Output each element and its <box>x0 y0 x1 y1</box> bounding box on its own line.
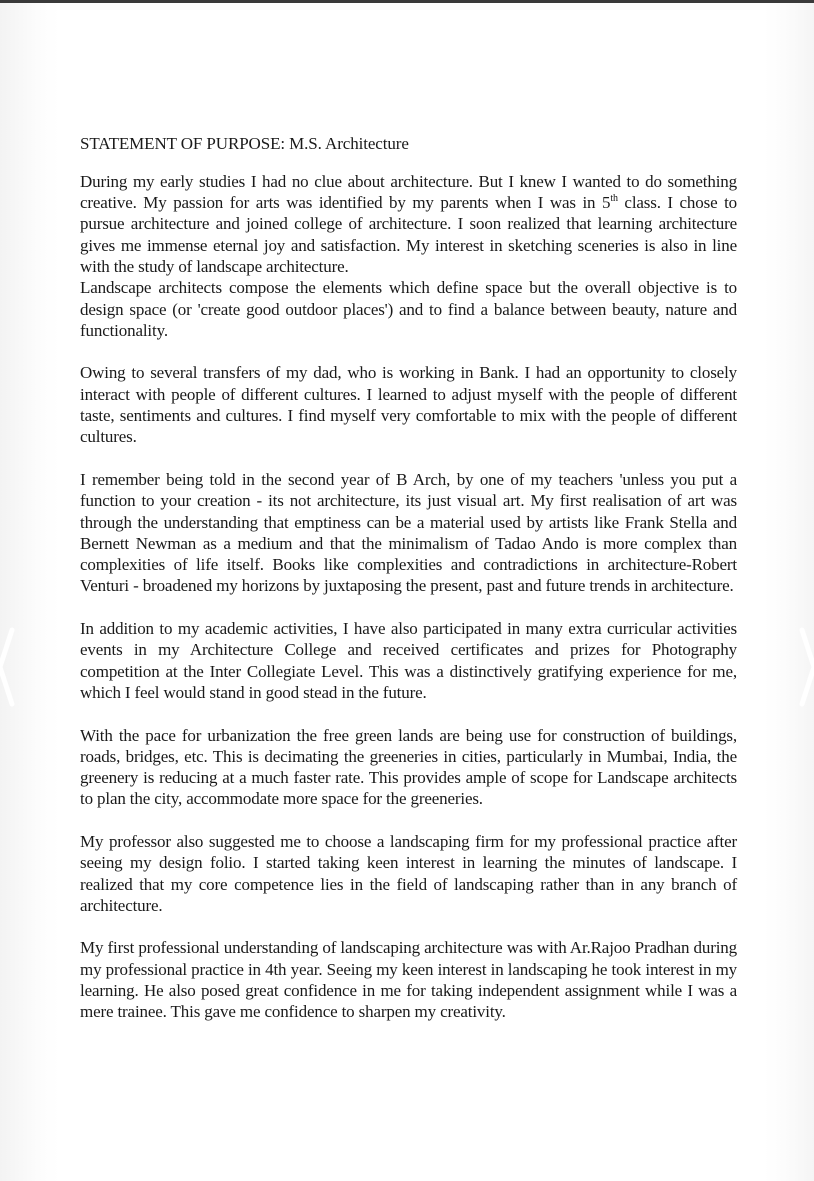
paragraph-b-arch: I remember being told in the second year of B Arch, by one of my teachers 'unless you put a function to your creation - its not architecture, its just visual art. My first realisation of art was through the understanding that emptiness can be a material used by artists like Frank Stella and Bernett Newman as a medium and that the minimalism of Tadao Ando is more complex than complexities of life itself. Books like complexities and contradictions in architecture-Robert Venturi - broadened my horizons by juxtaposing the present, past and future trends in architecture. <box>80 469 737 596</box>
paragraph-landscape-architects: Landscape architects compose the elements which define space but the overall objective is to design space (or 'create good outdoor places') and to find a balance between beauty, nature and functionality. <box>80 278 737 340</box>
paragraph-urbanization: With the pace for urbanization the free green lands are being use for construction of buildings, roads, bridges, etc. This is decimating the greeneries in cities, particularly in Mumbai, India, the greenery is reducing at a much faster rate. This provides ample of scope for Landscape architects to plan the city, accommodate more space for the greeneries. <box>80 725 737 809</box>
paragraph-text: class. I chose to pursue architecture and joined college of architecture. I soon realized that learning architecture gives me immense eternal joy and satisfaction. My interest in sketching sceneries is also in line with the study of landscape architecture. <box>80 193 737 276</box>
paragraph-professor: My professor also suggested me to choose a landscaping firm for my professional practice after seeing my design folio. I started taking keen interest in learning the minutes of landscape. I realized that my core competence lies in the field of landscaping rather than in any branch of architecture. <box>80 832 737 915</box>
chevron-left-icon <box>0 622 38 712</box>
document-page <box>80 133 737 1044</box>
paragraph-text: During my early studies I had no clue about architecture. But I knew I wanted to do something creative. My passion for arts was identified by my parents when I was in 5 <box>80 171 737 213</box>
document-title: STATEMENT OF PURPOSE: M.S. Architecture <box>80 134 409 153</box>
paragraph-professional-practice: My first professional understanding of landscaping architecture was with Ar.Rajoo Pradhan during my professional practice in 4th year. Seeing my keen interest in landscaping he took interest in my learning. He also posed great confidence in me for taking independent assignment while I was a mere trainee. This gave me confidence to sharpen my creativity. <box>80 938 737 1022</box>
page-edge-shadow-right <box>764 3 814 1181</box>
paragraph-early-studies <box>80 171 737 277</box>
page-edge-shadow-left <box>0 3 60 1181</box>
previous-page-button[interactable] <box>0 622 38 712</box>
viewer-top-bar <box>0 0 814 3</box>
next-page-button[interactable] <box>776 622 814 712</box>
superscript-ordinal: th <box>610 193 618 205</box>
chevron-right-icon <box>776 622 814 712</box>
paragraph-extracurricular: In addition to my academic activities, I have also participated in many extra curricular activities events in my Architecture College and received certificates and prizes for Photography competition at the Inter Collegiate Level. This was a distinctively gratifying experience for me, which I feel would stand in good stead in the future. <box>80 619 737 702</box>
paragraph-cultures: Owing to several transfers of my dad, who is working in Bank. I had an opportunity to closely interact with people of different cultures. I learned to adjust myself with the people of different taste, sentiments and cultures. I find myself very comfortable to mix with the people of different cultures. <box>80 363 737 447</box>
